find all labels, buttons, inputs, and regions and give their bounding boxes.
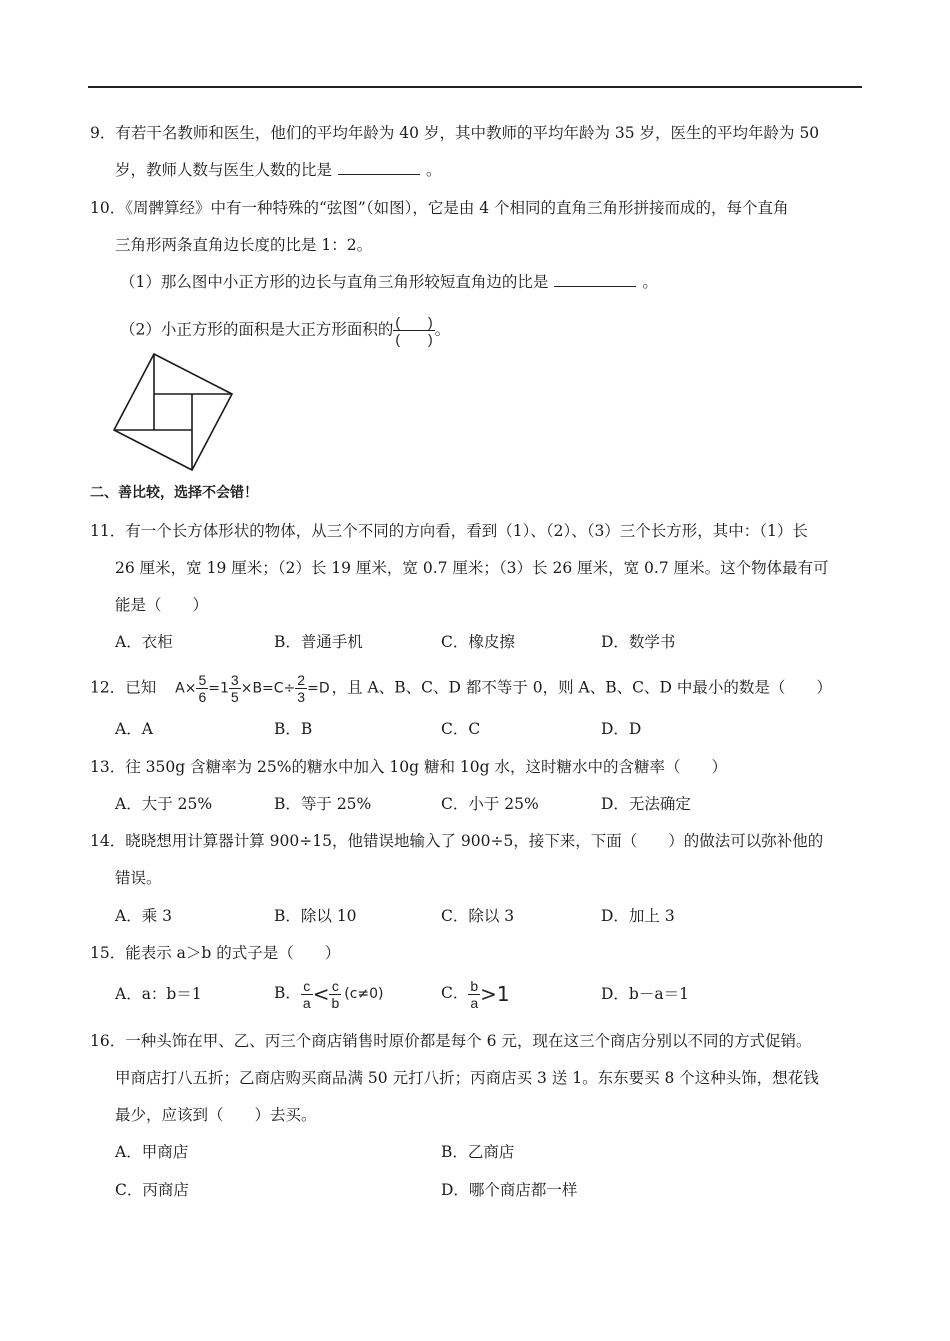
q14-option-c[interactable]: C．除以 3 [441,907,515,925]
q15-option-b-formula [301,976,384,1012]
q15-b-d2: b [331,994,340,1011]
q10-sub2-end: 。 [434,320,451,339]
q11-option-d[interactable]: D．数学书 [601,633,676,651]
q12-formula-mid: ×B=C÷ [240,680,296,697]
q13-option-b[interactable]: B．等于 25% [274,795,372,813]
q9-answer-blank[interactable] [338,160,420,175]
q14-option-b[interactable]: B．除以 10 [274,907,357,925]
outer-square [114,354,232,470]
q15-c-n: b [470,977,479,994]
q15-c-frac [468,978,480,1011]
q12-frac-1 [196,672,208,705]
q11-line1: 11．有一个长方体形状的物体，从三个不同的方向看，看到（1）、（2）、（3）三个长方形，其中：（1）长 [90,522,808,540]
q12-f2-num: 3 [230,672,239,688]
header-rule [88,86,862,88]
q15-c-gt: >1 [480,982,510,1006]
q15-option-c[interactable] [441,975,510,1012]
q12-f3-num: 2 [297,672,306,688]
q11-line2: 26 厘米，宽 19 厘米；（2）长 19 厘米，宽 0.7 厘米；（3）长 26 厘米，宽 0.7 厘米。这个物体最有可 [115,559,829,577]
q16-line2: 甲商店打八五折；乙商店购买商品满 50 元打八折；丙商店买 3 送 1。东东要买 8 个这种头饰，想花钱 [115,1069,819,1087]
q10-fraction-blank[interactable] [393,314,434,347]
q10-sub1 [120,272,658,292]
q12-formula [175,672,329,705]
xian-diagram [108,350,238,474]
q12-f2-den: 5 [230,689,239,705]
q16-line1: 16．一种头饰在甲、乙、丙三个商店销售时原价都是每个 6 元，现在这三个商店分别以不同的方式促销。 [90,1032,812,1050]
q15-b-n2: c [331,977,339,994]
q13-option-c[interactable]: C．小于 25% [441,795,539,813]
q10-frac-den: ( ) [395,331,433,347]
q15-b-n1: c [303,977,311,994]
q12-text-pre: 12．已知 [90,678,157,697]
q9-line1: 9．有若干名教师和医生，他们的平均年龄为 40 岁，其中教师的平均年龄为 35 岁，医生的平均年龄为 50 [90,124,820,142]
q16-option-a[interactable]: A．甲商店 [115,1143,189,1161]
q11-line3: 能是（ ） [115,596,209,614]
q16-option-b[interactable]: B．乙商店 [441,1143,515,1161]
q12-f1-num: 5 [198,672,207,688]
q10-sub1-text: （1）那么图中小正方形的边长与直角三角形较短直角边的比是 [120,273,549,291]
q10-line2: 三角形两条直角边长度的比是 1：2。 [115,236,373,254]
q12-formula-eq1: =1 [208,680,229,697]
q15-line1: 15．能表示 a＞b 的式子是（ ） [90,944,341,962]
q15-b-lt: < [312,982,330,1006]
q12-option-c[interactable]: C．C [441,720,481,738]
q12-option-a[interactable]: A．A [115,720,153,738]
q13-option-a[interactable]: A．大于 25% [115,795,213,813]
q10-sub2 [120,314,450,347]
q16-option-c[interactable]: C．丙商店 [115,1181,189,1199]
q15-option-c-label: C． [441,984,469,1002]
q11-option-b[interactable]: B．普通手机 [274,633,363,651]
q14-option-d[interactable]: D．加上 3 [601,907,675,925]
q10-line1: 10．《周髀算经》中有一种特殊的“弦图”（如图），它是由 4 个相同的直角三角形拼接而成的，每个直角 [90,199,789,217]
q10-sub2-text: （2）小正方形的面积是大正方形面积的 [120,320,394,339]
q10-sub1-blank[interactable] [554,272,636,287]
q15-b-frac-2 [329,978,341,1011]
q11-option-a[interactable]: A．衣柜 [115,633,173,651]
q12-formula-end: =D [307,680,330,697]
q14-line1: 14．晓晓想用计算器计算 900÷15，他错误地输入了 900÷5，接下来，下面（ ）的做法可以弥补他的 [90,832,824,850]
q14-line2: 错误。 [115,869,162,887]
q15-b-frac-1 [301,978,313,1011]
q15-c-d: a [470,994,479,1011]
q13-option-d[interactable]: D．无法确定 [601,795,691,813]
q14-option-a[interactable]: A．乘 3 [115,907,172,925]
q12-option-d[interactable]: D．D [601,720,642,738]
q12-option-b[interactable]: B．B [274,720,313,738]
q15-option-d[interactable]: D．b－a＝1 [601,985,689,1003]
q15-b-d1: a [302,994,311,1011]
q11-option-c[interactable]: C．橡皮擦 [441,633,515,651]
q12-frac-3 [295,672,307,705]
q10-frac-num: ( ) [395,314,433,330]
q15-option-b-label: B． [274,984,301,1002]
q15-b-cond: (c≠0) [344,986,384,1002]
q12-text-post: ，且 A、B、C、D 都不等于 0，则 A、B、C、D 中最小的数是（ ） [331,678,832,697]
q9-line2-text: 岁，教师人数与医生人数的比是 [115,161,333,179]
section-heading: 二、善比较，选择不会错！ [90,485,258,501]
q15-option-c-formula [468,976,509,1012]
q16-option-d[interactable]: D．哪个商店都一样 [441,1181,578,1199]
q12-f1-den: 6 [198,689,207,705]
q10-sub1-end: 。 [642,273,658,291]
q13-line1: 13．往 350g 含糖率为 25%的糖水中加入 10g 糖和 10g 水，这时糖水中的含糖率（ ） [90,758,727,776]
q15-option-b[interactable] [274,975,384,1012]
q12-frac-2 [229,672,241,705]
q16-line3: 最少，应该到（ ）去买。 [115,1106,317,1124]
q12-line1 [90,672,832,705]
q15-option-a[interactable]: A．a：b＝1 [115,985,202,1003]
q12-formula-a: A× [175,680,197,697]
q12-f3-den: 3 [297,689,306,705]
q9-line2 [115,160,442,180]
q9-line2-end: 。 [426,161,442,179]
